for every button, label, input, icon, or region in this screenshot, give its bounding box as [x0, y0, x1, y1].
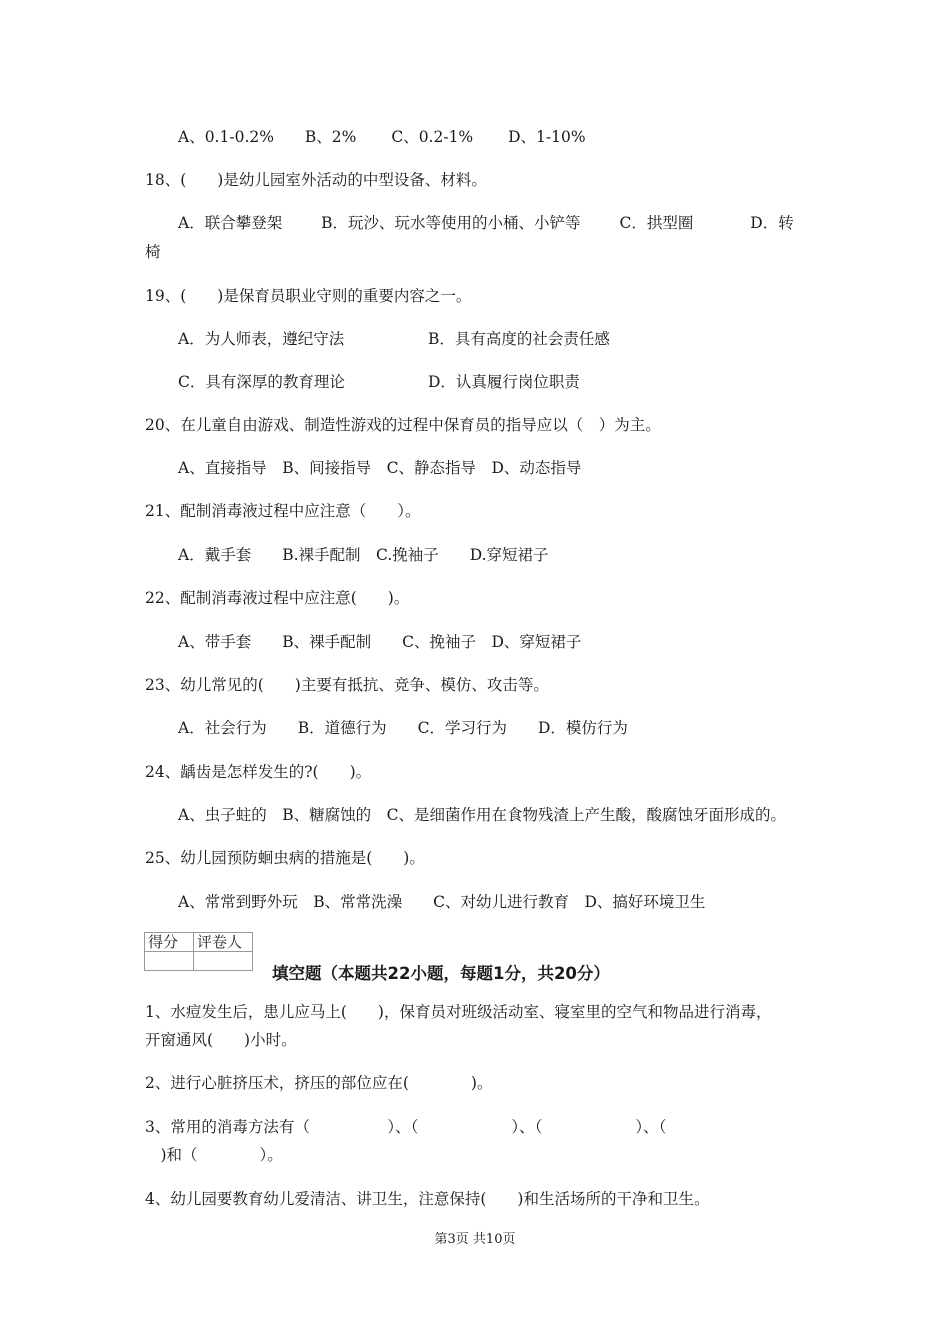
q19-option-a: A．为人师表，遵纪守法	[178, 330, 345, 348]
q20-stem: 20、在儿童自由游戏、制造性游戏的过程中保育员的指导应以（ ）为主。	[145, 416, 661, 434]
fill3-line1: 3、常用的消毒方法有（ ）、（ ）、（ ）、（	[145, 1118, 667, 1136]
q18-option-d-wrap: 椅	[145, 243, 161, 261]
q18-stem: 18、( )是幼儿园室外活动的中型设备、材料。	[145, 171, 487, 189]
score-header: 得分	[145, 933, 194, 952]
q24-stem: 24、龋齿是怎样发生的?( )。	[145, 763, 372, 781]
q23-stem: 23、幼儿常见的( )主要有抵抗、竞争、模仿、攻击等。	[145, 676, 549, 694]
grader-header: 评卷人	[194, 933, 253, 952]
q21-stem: 21、配制消毒液过程中应注意（ ）。	[145, 502, 421, 520]
q22-options: A、带手套 B、裸手配制 C、挽袖子 D、穿短裙子	[178, 633, 582, 651]
q22-stem: 22、配制消毒液过程中应注意( )。	[145, 589, 410, 607]
q25-stem: 25、幼儿园预防蛔虫病的措施是( )。	[145, 849, 425, 867]
q18-option-c: C．拱型圈	[619, 214, 694, 232]
fill2: 2、进行心脏挤压术，挤压的部位应在( )。	[145, 1074, 493, 1092]
q24-options: A、虫子蛀的 B、糖腐蚀的 C、是细菌作用在食物残渣上产生酸，酸腐蚀牙面形成的。	[178, 806, 786, 824]
score-table	[144, 932, 253, 971]
q19-option-c: C．具有深厚的教育理论	[178, 373, 345, 391]
q17-option-b: B、2%	[304, 128, 357, 146]
fill1-line2: 开窗通风( )小时。	[145, 1031, 297, 1049]
q17-options	[178, 127, 586, 147]
q25-options: A、常常到野外玩 B、常常洗澡 C、对幼儿进行教育 D、搞好环境卫生	[178, 893, 706, 911]
fill4: 4、幼儿园要教育幼儿爱清洁、讲卫生，注意保持( )和生活场所的干净和卫生。	[145, 1190, 710, 1208]
section-title: 填空题（本题共22小题，每题1分，共20分）	[272, 964, 610, 983]
q23-options: A．社会行为 B．道德行为 C．学习行为 D．模仿行为	[178, 719, 628, 737]
q18-option-b: B．玩沙、玩水等使用的小桶、小铲等	[321, 214, 581, 232]
q19-option-b: B．具有高度的社会责任感	[428, 330, 610, 348]
q17-option-c: C、0.2-1%	[391, 128, 474, 146]
q20-options: A、直接指导 B、间接指导 C、静态指导 D、动态指导	[178, 459, 582, 477]
q19-option-d: D．认真履行岗位职责	[428, 373, 580, 391]
fill1-line1: 1、水痘发生后，患儿应马上( )，保育员对班级活动室、寝室里的空气和物品进行消毒，	[145, 1003, 772, 1021]
q21-options: A．戴手套 B.裸手配制 C.挽袖子 D.穿短裙子	[178, 546, 549, 564]
page-footer: 第3页 共10页	[434, 1232, 516, 1247]
q17-option-d: D、1-10%	[508, 128, 586, 146]
q18-option-d: D．转	[750, 214, 794, 232]
q19-stem: 19、( )是保育员职业守则的重要内容之一。	[145, 287, 472, 305]
score-cell	[145, 952, 194, 971]
q18-option-a: A．联合攀登架	[178, 214, 283, 232]
fill3-line2: )和（ ）。	[145, 1146, 283, 1164]
grader-cell	[194, 952, 253, 971]
q17-option-a: A、0.1-0.2%	[178, 128, 274, 146]
q18-options	[178, 213, 794, 233]
